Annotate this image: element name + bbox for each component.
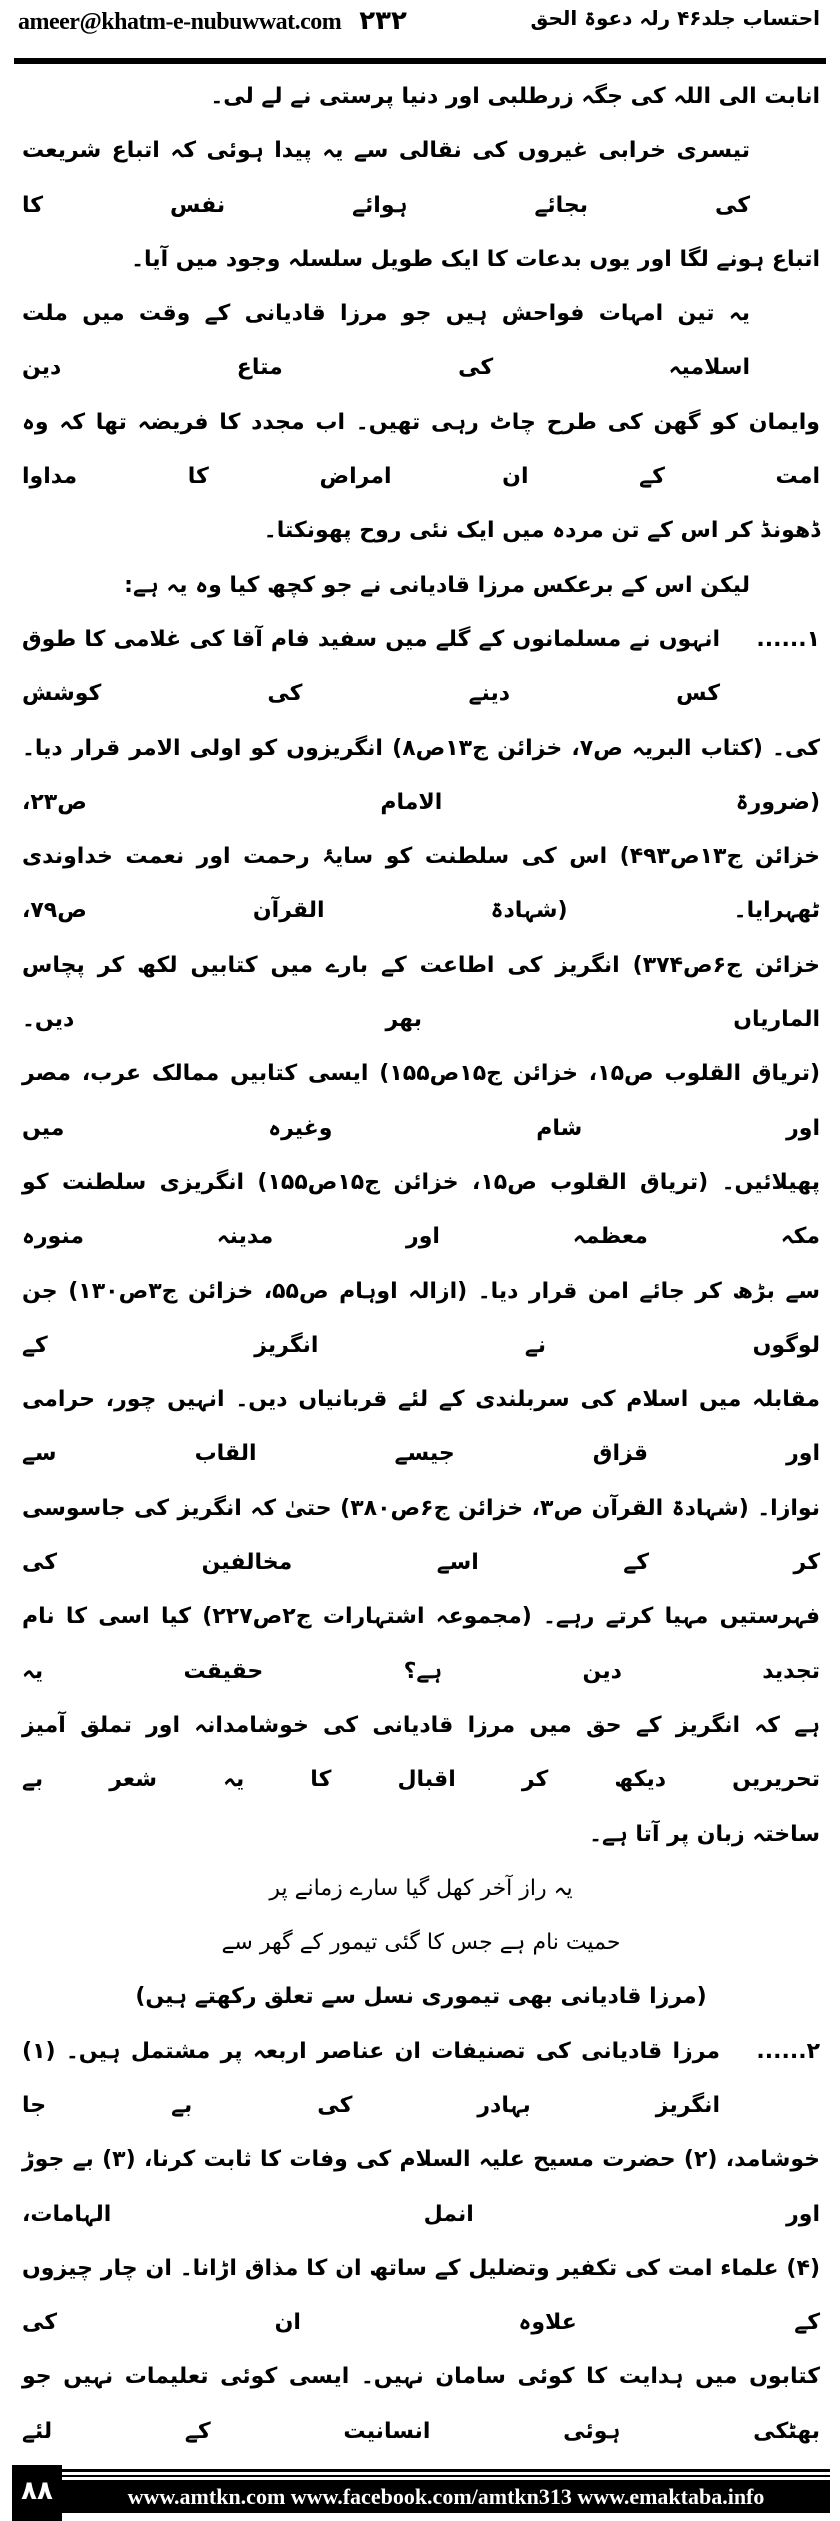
text-line: خزائن ج۱۳ص۴۹۳) اس کی سلطنت کو سایۂ رحمت اور نعمت خداوندی ٹھہرایا۔ (شہادۃ القرآن ص۷۹، (22, 844, 820, 924)
header-page-number: ۲۳۲ (359, 6, 407, 36)
poem-line: یہ راز آخر کھل گیا سارے زمانے پر (269, 1875, 573, 1901)
text-line-item-2 (22, 2025, 820, 2134)
text-line: کی۔ (کتاب البریہ ص۷، خزائن ج۱۳ص۸) انگریزوں کو اولی الامر قرار دیا۔ (ضرورۃ الامام ص۲۳، (22, 735, 820, 815)
text-line: وایمان کو گھن کی طرح چاٹ رہی تھیں۔ اب مجدد کا فریضہ تھا کہ وہ امت کے ان امراض کا مداوا (22, 409, 820, 490)
text-line: انہوں نے مسلمانوں کے گلے میں سفید فام آقا کی غلامی کا طوق کس دینے کی کوشش (22, 626, 720, 707)
poem-line: حمیت نام ہے جس کا گئی تیمور کے گھر سے (221, 1930, 621, 1956)
text-line: کتابوں میں ہدایت کا کوئی سامان نہیں۔ ایسی کوئی تعلیمات نہیں جو بھٹکی ہوئی انسانیت کے لئے (22, 2364, 820, 2444)
text-line: خزائن ج۶ص۳۷۴) انگریز کی اطاعت کے بارے میں کتابیں لکھ کر پچاس الماریاں بھر دیں۔ (22, 952, 820, 1033)
text-line: یہ تین امہات فواحش ہیں جو مرزا قادیانی کے وقت میں ملت اسلامیہ کی متاع دین (22, 301, 750, 381)
text-line: لیکن اس کے برعکس مرزا قادیانی نے جو کچھ کیا وہ یہ ہے: (124, 572, 750, 598)
footer-links: www.amtkn.com www.facebook.com/amtkn313 www.emaktaba.info (62, 2480, 830, 2513)
footer-page-number: ۸۸ (12, 2465, 62, 2521)
text-line: ڈھونڈ کر اس کے تن مردہ میں ایک نئی روح پھونکتا۔ (263, 518, 820, 544)
header-email: ameer@khatm-e-nubuwwat.com (18, 9, 342, 35)
text-line: (تریاق القلوب ص۱۵، خزائن ج۱۵ص۱۵۵) ایسی کتابیں ممالک عرب، مصر اور شام وغیرہ میں (22, 1061, 821, 1141)
text-line: (۴) علماء امت کی تکفیر وتضلیل کے ساتھ ان کا مذاق اڑانا۔ ان چار چیزوں کے علاوہ ان کی (22, 2255, 820, 2336)
text-line: مقابلہ میں اسلام کی سربلندی کے لئے قربانیاں دیں۔ انہیں چور، حرامی اور قزاق جیسے القاب سے (22, 1387, 820, 1467)
text-line: انابت الی اللہ کی جگہ زرطلبی اور دنیا پرستی نے لے لی۔ (210, 84, 820, 109)
poem-note: (مرزا قادیانی بھی تیموری نسل سے تعلق رکھتے ہیں) (135, 1984, 707, 2010)
footer-rule (62, 2475, 830, 2477)
footer-rule (62, 2469, 830, 2472)
text-line: اتباع ہونے لگا اور یوں بدعات کا ایک طویل سلسلہ وجود میں آیا۔ (131, 246, 820, 272)
text-line: تیسری خرابی غیروں کی نقالی سے یہ پیدا ہوئی کہ اتباع شریعت کی بجائے ہوائے نفس کا (22, 138, 750, 218)
text-line: خوشامد، (۲) حضرت مسیح علیہ السلام کی وفات کا ثابت کرنا، (۳) بے جوڑ اور انمل الہامات، (22, 2147, 820, 2227)
text-line: سے بڑھ کر جائے امن قرار دیا۔ (ازالہ اوہام ص۵۵، خزائن ج۳ص۱۳۰) جن لوگوں نے انگریز کے (22, 1278, 820, 1358)
text-line-item-1 (22, 613, 820, 722)
text-line: پھیلائیں۔ (تریاق القلوب ص۱۵، خزائن ج۱۵ص۱۵۵) انگریزی سلطنت کو مکہ معظمہ اور مدینہ منورہ (22, 1169, 820, 1250)
header-book-title: احتساب جلد۴۶ رلہ دعوۃ الحق (530, 6, 820, 30)
text-line: فہرستیں مہیا کرتے رہے۔ (مجموعہ اشتہارات ج۲ص۲۲۷) کیا اسی کا نام تجدید دین ہے؟ حقیقت یہ (22, 1604, 820, 1684)
text-line: ہے کہ انگریز کے حق میں مرزا قادیانی کی خوشامدانہ اور تملق آمیز تحریریں دیکھ کر اقبال کا یہ شعر بے (22, 1712, 820, 1793)
header-left (18, 6, 407, 36)
item-number: ۱...... (756, 626, 820, 652)
text-line: نوازا۔ (شہادۃ القرآن ص۳، خزائن ج۶ص۳۸۰) حتیٰ کہ انگریز کی جاسوسی کر کے اسے مخالفین کی (22, 1495, 820, 1576)
item-number: ۲...... (756, 2038, 820, 2064)
text-line: مرزا قادیانی کی تصنیفات ان عناصر اربعہ پر مشتمل ہیں۔ (۱) انگریز بہادر کی بے جا (22, 2038, 720, 2118)
text-line: ساختہ زبان پر آتا ہے۔ (589, 1821, 820, 1847)
header-rule (14, 58, 826, 64)
page-body (22, 70, 820, 2459)
